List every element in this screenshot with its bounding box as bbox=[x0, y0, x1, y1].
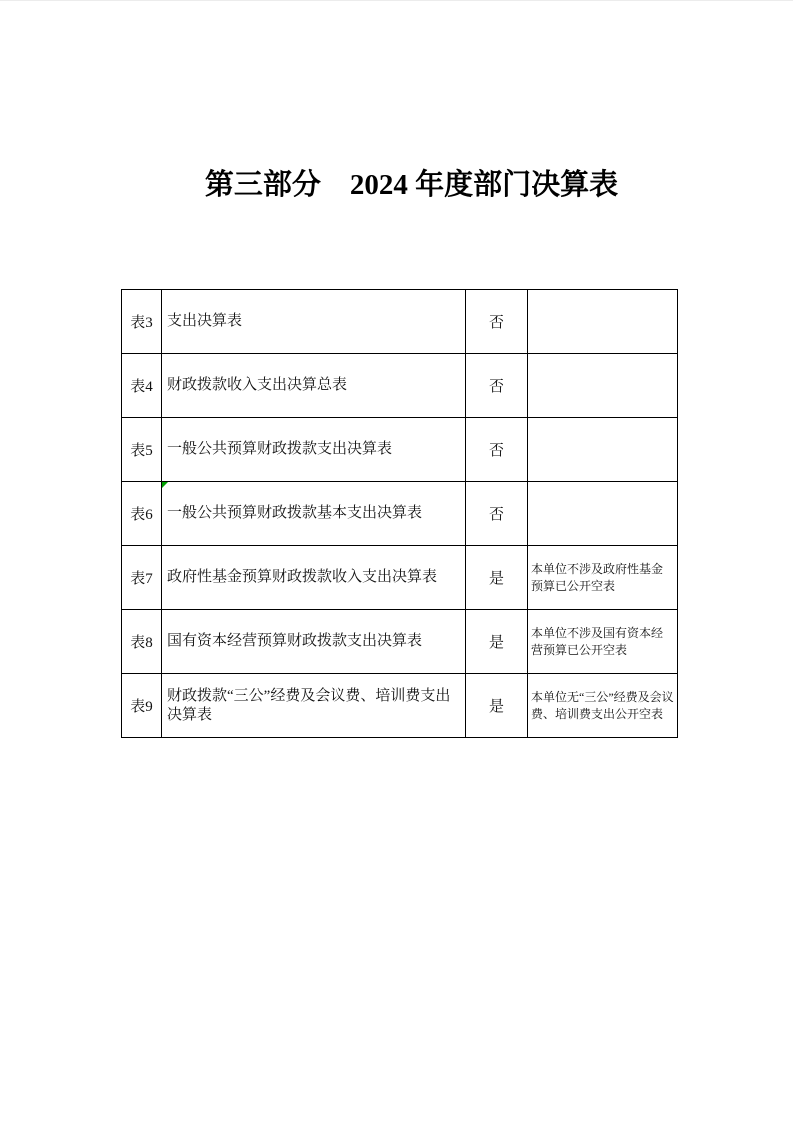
row-id-cell: 表5 bbox=[122, 418, 162, 482]
table-row bbox=[122, 290, 678, 354]
row-id-cell: 表3 bbox=[122, 290, 162, 354]
note-cell: 本单位不涉及国有资本经营预算已公开空表 bbox=[528, 610, 678, 674]
table-name-cell: 支出决算表 bbox=[162, 290, 466, 354]
note-cell bbox=[528, 418, 678, 482]
table-name-cell: 国有资本经营预算财政拨款支出决算表 bbox=[162, 610, 466, 674]
public-flag-cell: 是 bbox=[466, 674, 528, 738]
table-row bbox=[122, 482, 678, 546]
table-row bbox=[122, 418, 678, 482]
cell-comment-marker-icon bbox=[162, 482, 168, 488]
table-name-text: 一般公共预算财政拨款基本支出决算表 bbox=[167, 505, 423, 521]
public-flag-cell: 否 bbox=[466, 418, 528, 482]
table-row bbox=[122, 546, 678, 610]
public-flag-cell: 是 bbox=[466, 546, 528, 610]
row-id-cell: 表9 bbox=[122, 674, 162, 738]
row-id-cell: 表6 bbox=[122, 482, 162, 546]
table-name-cell: 政府性基金预算财政拨款收入支出决算表 bbox=[162, 546, 466, 610]
note-cell bbox=[528, 482, 678, 546]
public-flag-cell: 否 bbox=[466, 290, 528, 354]
row-id-cell: 表7 bbox=[122, 546, 162, 610]
table-name-cell: 一般公共预算财政拨款支出决算表 bbox=[162, 418, 466, 482]
note-cell bbox=[528, 290, 678, 354]
note-cell: 本单位不涉及政府性基金预算已公开空表 bbox=[528, 546, 678, 610]
page-title: 第三部分 2024 年度部门决算表 bbox=[204, 169, 619, 201]
table-row bbox=[122, 354, 678, 418]
table-row bbox=[122, 610, 678, 674]
page-top-edge bbox=[0, 0, 793, 1]
table-row bbox=[122, 674, 678, 738]
row-id-cell: 表8 bbox=[122, 610, 162, 674]
public-flag-cell: 否 bbox=[466, 354, 528, 418]
public-flag-cell: 是 bbox=[466, 610, 528, 674]
table-name-cell: 财政拨款收入支出决算总表 bbox=[162, 354, 466, 418]
row-id-cell: 表4 bbox=[122, 354, 162, 418]
table-name-cell: 财政拨款“三公”经费及会议费、培训费支出决算表 bbox=[162, 674, 466, 738]
accounts-table bbox=[121, 289, 678, 738]
table-name-cell bbox=[162, 482, 466, 546]
note-cell: 本单位无“三公”经费及会议费、培训费支出公开空表 bbox=[528, 674, 678, 738]
note-cell bbox=[528, 354, 678, 418]
public-flag-cell: 否 bbox=[466, 482, 528, 546]
